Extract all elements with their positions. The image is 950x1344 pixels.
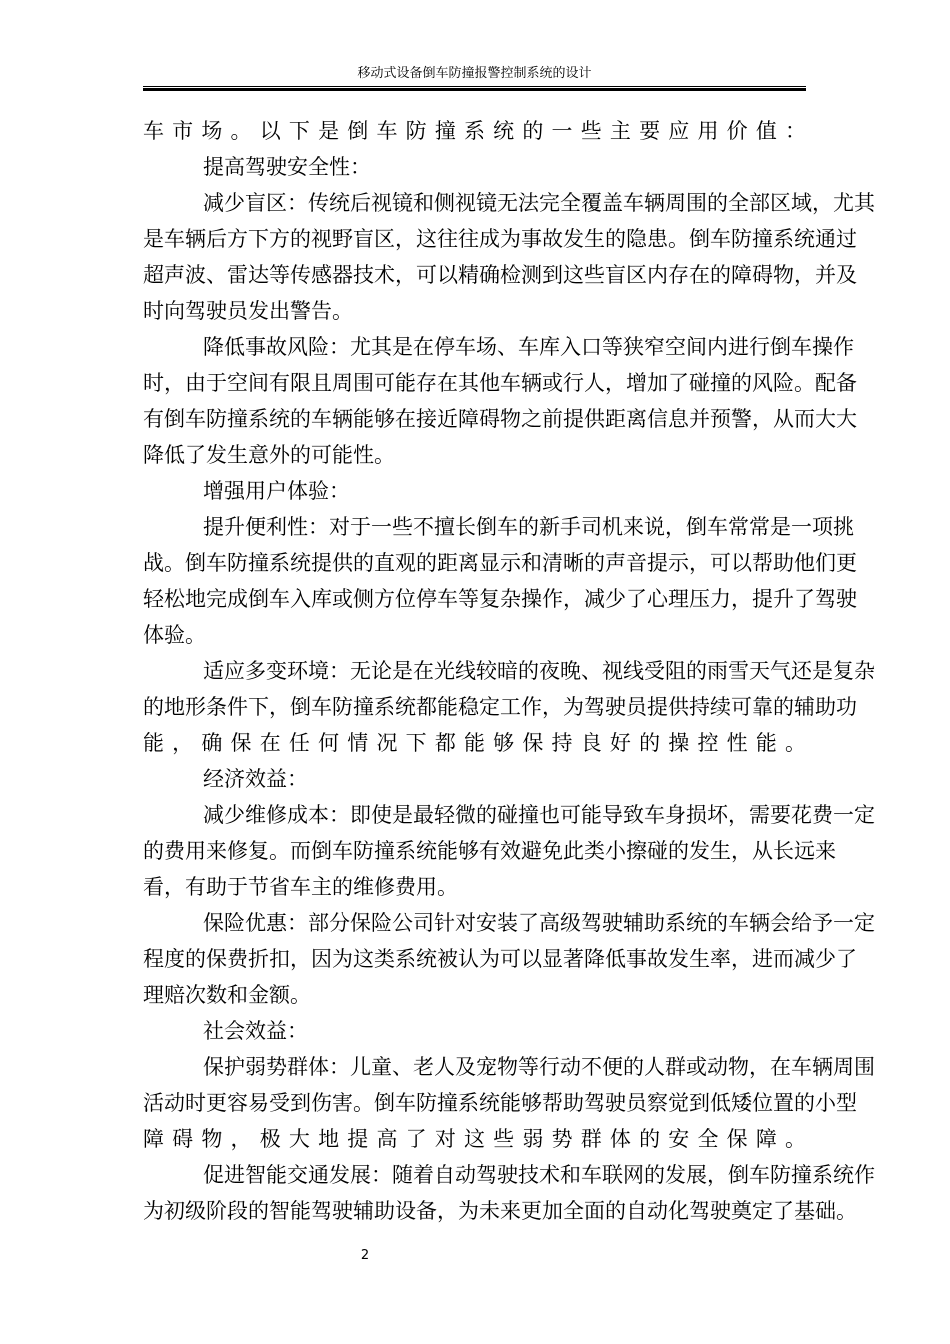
text-line: 的地形条件下，倒车防撞系统都能稳定工作，为驾驶员提供持续可靠的辅助功 xyxy=(143,695,857,719)
paragraph xyxy=(143,1013,806,1049)
text-line: 保护弱势群体：儿童、老人及宠物等行动不便的人群或动物，在车辆周围 xyxy=(203,1055,875,1079)
text-line: 是车辆后方下方的视野盲区，这往往成为事故发生的隐患。倒车防撞系统通过 xyxy=(143,227,857,251)
paragraph xyxy=(143,329,857,473)
text-line: 程度的保费折扣，因为这类系统被认为可以显著降低事故发生率，进而减少了 xyxy=(143,947,857,971)
text-line: 时，由于空间有限且周围可能存在其他车辆或行人，增加了碰撞的风险。配备 xyxy=(143,371,857,395)
text-line: 保险优惠：部分保险公司针对安装了高级驾驶辅助系统的车辆会给予一定 xyxy=(203,911,875,935)
text-line: 障碍物，极大地提高了对这些弱势群体的安全保障。 xyxy=(143,1127,806,1151)
text-line: 社会效益： xyxy=(203,1019,308,1043)
paragraph xyxy=(143,1049,875,1157)
text-line: 战。倒车防撞系统提供的直观的距离显示和清晰的声音提示，可以帮助他们更 xyxy=(143,551,857,575)
document-body xyxy=(143,113,875,1229)
paragraph xyxy=(143,761,806,797)
paragraph xyxy=(143,113,806,149)
text-line: 超声波、雷达等传感器技术，可以精确检测到这些盲区内存在的障碍物，并及 xyxy=(143,263,857,287)
running-header: 移动式设备倒车防撞报警控制系统的设计 xyxy=(357,66,592,81)
text-line: 减少维修成本：即使是最轻微的碰撞也可能导致车身损坏，需要花费一定 xyxy=(203,803,875,827)
text-line: 车市场。以下是倒车防撞系统的一些主要应用价值： xyxy=(143,119,806,143)
paragraph xyxy=(143,473,806,509)
text-line: 降低了发生意外的可能性。 xyxy=(143,443,395,467)
text-line: 降低事故风险：尤其是在停车场、车库入口等狭窄空间内进行倒车操作 xyxy=(203,335,854,359)
text-line: 能，确保在任何情况下都能够保持良好的操控性能。 xyxy=(143,731,806,755)
text-line: 经济效益： xyxy=(203,767,308,791)
text-line: 的费用来修复。而倒车防撞系统能够有效避免此类小擦碰的发生，从长远来 xyxy=(143,839,836,863)
paragraph xyxy=(143,509,857,653)
header-rule-thick xyxy=(143,88,806,91)
header-rule-thin xyxy=(143,86,806,87)
paragraph xyxy=(143,149,806,185)
text-line: 看，有助于节省车主的维修费用。 xyxy=(143,875,458,899)
paragraph xyxy=(143,797,875,905)
text-line: 适应多变环境：无论是在光线较暗的夜晚、视线受阻的雨雪天气还是复杂 xyxy=(203,659,875,683)
paragraph xyxy=(143,653,875,761)
text-line: 体验。 xyxy=(143,623,206,647)
paragraph xyxy=(143,905,875,1013)
text-line: 活动时更容易受到伤害。倒车防撞系统能够帮助驾驶员察觉到低矮位置的小型 xyxy=(143,1091,857,1115)
paragraph xyxy=(143,1157,875,1229)
text-line: 提升便利性：对于一些不擅长倒车的新手司机来说，倒车常常是一项挑 xyxy=(203,515,854,539)
text-line: 为初级阶段的智能驾驶辅助设备，为未来更加全面的自动化驾驶奠定了基础。 xyxy=(143,1199,857,1223)
paragraph xyxy=(143,185,875,329)
page-number: 2 xyxy=(360,1248,370,1263)
text-line: 促进智能交通发展：随着自动驾驶技术和车联网的发展，倒车防撞系统作 xyxy=(203,1163,875,1187)
text-line: 减少盲区：传统后视镜和侧视镜无法完全覆盖车辆周围的全部区域，尤其 xyxy=(203,191,875,215)
text-line: 提高驾驶安全性： xyxy=(203,155,371,179)
text-line: 增强用户体验： xyxy=(203,479,350,503)
text-line: 时向驾驶员发出警告。 xyxy=(143,299,353,323)
text-line: 理赔次数和金额。 xyxy=(143,983,311,1007)
text-line: 轻松地完成倒车入库或侧方位停车等复杂操作，减少了心理压力，提升了驾驶 xyxy=(143,587,857,611)
text-line: 有倒车防撞系统的车辆能够在接近障碍物之前提供距离信息并预警，从而大大 xyxy=(143,407,857,431)
